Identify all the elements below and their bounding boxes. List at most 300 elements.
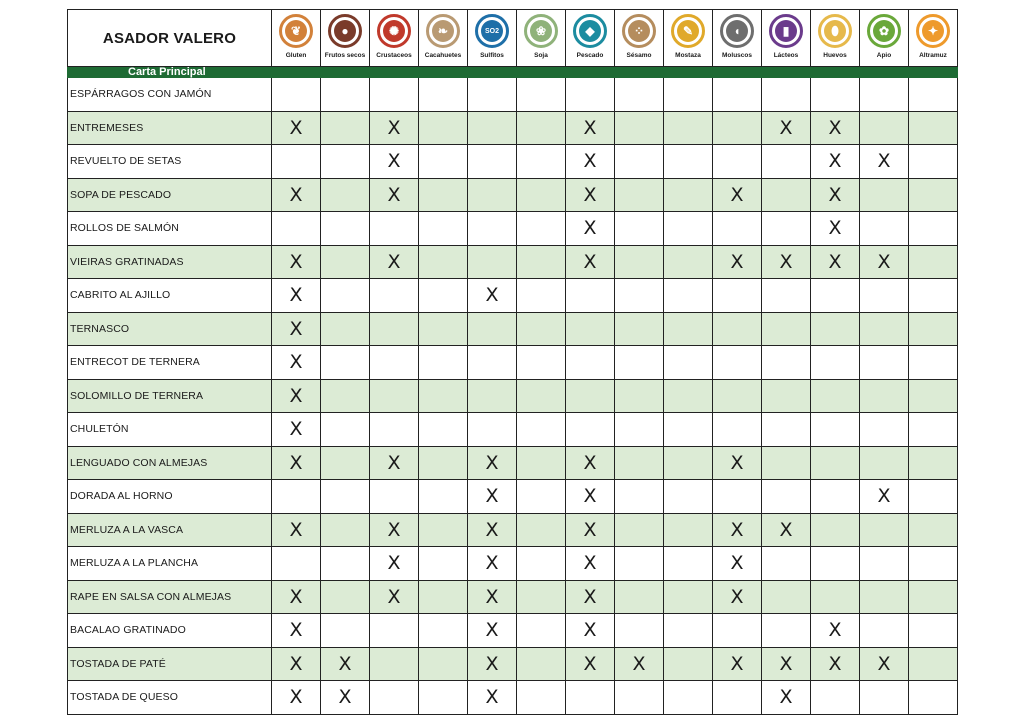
allergen-cell xyxy=(664,245,713,279)
allergen-cell: X xyxy=(615,647,664,681)
allergen-cell xyxy=(664,681,713,715)
allergen-cell xyxy=(517,111,566,145)
allergen-cell: X xyxy=(811,647,860,681)
allergen-cell xyxy=(615,480,664,514)
allergen-cell xyxy=(713,681,762,715)
allergen-cell xyxy=(811,413,860,447)
allergen-cell xyxy=(860,111,909,145)
table-row xyxy=(68,178,958,212)
allergen-cell xyxy=(321,614,370,648)
allergen-cell xyxy=(713,279,762,313)
allergen-cell xyxy=(811,346,860,380)
allergen-cell xyxy=(321,178,370,212)
allergen-cell: X xyxy=(272,513,321,547)
allergen-cell xyxy=(321,379,370,413)
allergen-cell xyxy=(272,212,321,246)
allergen-cell xyxy=(566,279,615,313)
allergen-cell xyxy=(517,513,566,547)
allergen-cell xyxy=(370,312,419,346)
allergen-label: Sésamo xyxy=(626,52,652,59)
allergen-cell xyxy=(517,78,566,112)
allergen-cell xyxy=(762,178,811,212)
allergen-cell xyxy=(762,580,811,614)
allergen-cell: X xyxy=(762,513,811,547)
allergen-cell: X xyxy=(762,681,811,715)
allergen-cell xyxy=(909,379,958,413)
allergen-cell xyxy=(811,681,860,715)
allergen-cell xyxy=(517,279,566,313)
table-row xyxy=(68,312,958,346)
allergen-cell xyxy=(664,312,713,346)
allergen-cell xyxy=(664,379,713,413)
allergen-cell xyxy=(419,379,468,413)
allergen-cell xyxy=(811,78,860,112)
allergen-cell xyxy=(664,446,713,480)
allergen-cell: X xyxy=(468,480,517,514)
allergen-cell: X xyxy=(272,681,321,715)
allergen-cell xyxy=(909,279,958,313)
allergen-cell xyxy=(321,547,370,581)
dish-name: TOSTADA DE PATÉ xyxy=(68,647,272,681)
allergen-cell xyxy=(517,647,566,681)
allergen-cell: X xyxy=(468,513,517,547)
allergen-cell xyxy=(713,379,762,413)
lupin-icon: ✦ xyxy=(916,14,950,48)
allergen-cell xyxy=(664,413,713,447)
dish-name: BACALAO GRATINADO xyxy=(68,614,272,648)
allergen-cell xyxy=(664,614,713,648)
allergen-cell: X xyxy=(713,446,762,480)
allergen-cell xyxy=(713,614,762,648)
allergen-cell xyxy=(909,145,958,179)
allergen-cell: X xyxy=(566,614,615,648)
allergen-cell xyxy=(713,78,762,112)
allergen-cell xyxy=(664,480,713,514)
allergen-cell: X xyxy=(272,279,321,313)
allergen-cell: X xyxy=(321,681,370,715)
allergen-cell xyxy=(468,413,517,447)
allergen-cell xyxy=(909,446,958,480)
allergen-cell xyxy=(468,78,517,112)
allergen-header-6 xyxy=(566,10,615,67)
allergen-header-2 xyxy=(370,10,419,67)
egg-icon: ⬮ xyxy=(818,14,852,48)
allergen-cell xyxy=(713,145,762,179)
allergen-cell xyxy=(468,111,517,145)
allergen-cell xyxy=(468,178,517,212)
allergen-cell xyxy=(811,580,860,614)
allergen-cell xyxy=(321,513,370,547)
allergen-cell xyxy=(419,614,468,648)
allergen-cell xyxy=(615,245,664,279)
celery-icon: ✿ xyxy=(867,14,901,48)
allergen-cell xyxy=(419,145,468,179)
allergen-header-10 xyxy=(762,10,811,67)
allergen-cell xyxy=(370,346,419,380)
allergen-cell xyxy=(321,580,370,614)
allergen-cell xyxy=(909,480,958,514)
allergen-cell xyxy=(321,480,370,514)
section-cell xyxy=(68,67,958,78)
allergen-cell xyxy=(321,279,370,313)
allergen-cell: X xyxy=(566,580,615,614)
allergen-cell: X xyxy=(272,413,321,447)
allergen-cell xyxy=(517,547,566,581)
allergen-label: Pescado xyxy=(576,52,604,59)
allergen-cell xyxy=(615,111,664,145)
allergen-cell xyxy=(566,681,615,715)
allergen-cell xyxy=(860,212,909,246)
dish-name: MERLUZA A LA PLANCHA xyxy=(68,547,272,581)
allergen-cell xyxy=(419,413,468,447)
allergen-cell xyxy=(664,580,713,614)
allergen-cell xyxy=(370,78,419,112)
allergen-header-12 xyxy=(860,10,909,67)
allergen-cell xyxy=(615,279,664,313)
allergen-cell xyxy=(615,580,664,614)
section-label: Carta Principal xyxy=(128,66,206,78)
allergen-cell xyxy=(272,78,321,112)
allergen-label: Sulfitos xyxy=(480,52,504,59)
allergen-cell xyxy=(762,480,811,514)
restaurant-title: ASADOR VALERO xyxy=(68,10,272,67)
allergen-header-5 xyxy=(517,10,566,67)
allergen-cell xyxy=(272,480,321,514)
allergen-cell xyxy=(713,312,762,346)
table-row xyxy=(68,513,958,547)
allergen-label: Cacahuetes xyxy=(424,52,462,59)
allergen-cell xyxy=(615,379,664,413)
dish-name: SOLOMILLO DE TERNERA xyxy=(68,379,272,413)
allergen-cell: X xyxy=(272,614,321,648)
dish-name: TERNASCO xyxy=(68,312,272,346)
allergen-cell xyxy=(468,212,517,246)
allergen-cell xyxy=(517,245,566,279)
allergen-cell xyxy=(811,547,860,581)
allergen-cell xyxy=(419,111,468,145)
allergen-cell xyxy=(419,647,468,681)
allergen-cell: X xyxy=(272,379,321,413)
allergen-label: Lácteos xyxy=(773,52,799,59)
allergen-cell xyxy=(615,413,664,447)
section-row xyxy=(68,67,958,78)
allergen-cell: X xyxy=(860,480,909,514)
allergen-cell: X xyxy=(713,245,762,279)
allergen-cell xyxy=(909,580,958,614)
allergen-label: Apio xyxy=(876,52,892,59)
dish-name: SOPA DE PESCADO xyxy=(68,178,272,212)
dish-name: CABRITO AL AJILLO xyxy=(68,279,272,313)
allergen-cell: X xyxy=(566,547,615,581)
allergen-cell xyxy=(615,547,664,581)
allergen-cell xyxy=(468,379,517,413)
allergen-cell: X xyxy=(370,111,419,145)
allergen-cell: X xyxy=(272,647,321,681)
table-row xyxy=(68,413,958,447)
mollusc-icon: ◖ xyxy=(720,14,754,48)
allergen-cell xyxy=(860,681,909,715)
allergen-label: Mostaza xyxy=(675,52,701,59)
dish-name: ROLLOS DE SALMÓN xyxy=(68,212,272,246)
allergen-label: Frutos secos xyxy=(324,52,366,59)
allergen-cell xyxy=(811,379,860,413)
allergen-cell xyxy=(713,480,762,514)
sulfite-icon: SO2 xyxy=(475,14,509,48)
table-row xyxy=(68,111,958,145)
allergen-cell: X xyxy=(468,614,517,648)
allergen-cell xyxy=(615,614,664,648)
allergen-cell xyxy=(419,547,468,581)
allergen-cell xyxy=(370,379,419,413)
allergen-label: Gluten xyxy=(285,52,307,59)
allergen-cell xyxy=(370,480,419,514)
dish-name: DORADA AL HORNO xyxy=(68,480,272,514)
allergen-cell xyxy=(321,312,370,346)
allergen-cell xyxy=(909,346,958,380)
allergen-cell xyxy=(419,480,468,514)
table-row xyxy=(68,480,958,514)
allergen-cell xyxy=(909,681,958,715)
allergen-cell xyxy=(860,346,909,380)
allergen-cell: X xyxy=(468,647,517,681)
table-row xyxy=(68,279,958,313)
table-row xyxy=(68,547,958,581)
allergen-label: Huevos xyxy=(823,52,847,59)
allergen-cell xyxy=(468,312,517,346)
allergen-cell xyxy=(664,111,713,145)
allergen-cell xyxy=(517,145,566,179)
allergen-cell: X xyxy=(321,647,370,681)
allergen-cell: X xyxy=(370,145,419,179)
allergen-cell xyxy=(468,245,517,279)
allergen-cell xyxy=(370,681,419,715)
allergen-cell xyxy=(321,413,370,447)
allergen-cell xyxy=(370,212,419,246)
allergen-cell xyxy=(860,312,909,346)
allergen-cell xyxy=(321,245,370,279)
allergen-label: Moluscos xyxy=(722,52,752,59)
dish-name: REVUELTO DE SETAS xyxy=(68,145,272,179)
allergen-cell xyxy=(419,446,468,480)
allergen-cell xyxy=(419,178,468,212)
allergen-cell: X xyxy=(272,111,321,145)
allergen-cell xyxy=(419,580,468,614)
allergen-cell: X xyxy=(811,178,860,212)
allergen-cell: X xyxy=(566,446,615,480)
allergen-cell: X xyxy=(272,446,321,480)
allergen-cell xyxy=(664,346,713,380)
allergen-cell: X xyxy=(860,245,909,279)
allergen-cell: X xyxy=(811,145,860,179)
allergen-cell xyxy=(860,446,909,480)
dish-name: ESPÁRRAGOS CON JAMÓN xyxy=(68,78,272,112)
crab-icon: ✺ xyxy=(377,14,411,48)
allergen-cell xyxy=(419,245,468,279)
allergen-cell xyxy=(664,647,713,681)
allergen-cell: X xyxy=(762,245,811,279)
allergen-cell: X xyxy=(566,111,615,145)
allergen-cell xyxy=(321,446,370,480)
allergen-cell xyxy=(517,312,566,346)
allergen-cell xyxy=(566,78,615,112)
allergen-cell xyxy=(811,279,860,313)
allergen-cell xyxy=(909,413,958,447)
allergen-cell xyxy=(762,614,811,648)
allergen-cell: X xyxy=(566,513,615,547)
allergen-cell xyxy=(713,111,762,145)
allergen-cell: X xyxy=(811,111,860,145)
allergen-header-7 xyxy=(615,10,664,67)
table-row xyxy=(68,145,958,179)
allergen-cell xyxy=(419,78,468,112)
allergen-cell: X xyxy=(468,446,517,480)
allergen-cell: X xyxy=(713,547,762,581)
allergen-cell xyxy=(909,547,958,581)
allergen-cell: X xyxy=(468,580,517,614)
allergen-cell: X xyxy=(272,346,321,380)
allergen-cell xyxy=(664,78,713,112)
allergen-label: Altramuz xyxy=(919,52,947,59)
allergen-cell xyxy=(566,413,615,447)
allergen-cell xyxy=(517,614,566,648)
allergen-cell xyxy=(713,413,762,447)
dairy-icon: ▮ xyxy=(769,14,803,48)
allergen-cell xyxy=(762,212,811,246)
dish-name: ENTRECOT DE TERNERA xyxy=(68,346,272,380)
allergen-label: Soja xyxy=(534,52,548,59)
allergen-cell xyxy=(615,212,664,246)
allergen-cell xyxy=(419,346,468,380)
allergen-cell xyxy=(762,312,811,346)
table-row xyxy=(68,245,958,279)
allergen-cell xyxy=(909,647,958,681)
allergen-table-sheet xyxy=(67,9,957,715)
allergen-cell xyxy=(664,178,713,212)
allergen-cell: X xyxy=(713,580,762,614)
allergen-cell: X xyxy=(566,212,615,246)
dish-name: TOSTADA DE QUESO xyxy=(68,681,272,715)
allergen-cell xyxy=(419,681,468,715)
allergen-cell xyxy=(811,513,860,547)
allergen-cell: X xyxy=(811,614,860,648)
allergen-cell xyxy=(370,413,419,447)
allergen-cell: X xyxy=(370,178,419,212)
allergen-header-3 xyxy=(419,10,468,67)
allergen-cell xyxy=(615,446,664,480)
allergen-cell xyxy=(566,379,615,413)
allergen-cell xyxy=(762,279,811,313)
allergen-cell xyxy=(321,145,370,179)
allergen-header-9 xyxy=(713,10,762,67)
allergen-cell: X xyxy=(566,178,615,212)
allergen-cell xyxy=(615,145,664,179)
allergen-cell xyxy=(909,212,958,246)
allergen-cell xyxy=(321,78,370,112)
allergen-cell xyxy=(419,312,468,346)
allergen-cell xyxy=(713,212,762,246)
allergen-label: Crustaceos xyxy=(376,52,412,59)
allergen-cell xyxy=(321,111,370,145)
allergen-cell xyxy=(321,346,370,380)
peanut-icon: ❧ xyxy=(426,14,460,48)
allergen-cell xyxy=(860,78,909,112)
allergen-cell: X xyxy=(370,547,419,581)
nut-icon: ● xyxy=(328,14,362,48)
allergen-cell xyxy=(762,379,811,413)
allergen-cell xyxy=(419,279,468,313)
allergen-cell xyxy=(860,178,909,212)
dish-name: MERLUZA A LA VASCA xyxy=(68,513,272,547)
header-row xyxy=(68,10,958,67)
allergen-cell xyxy=(762,547,811,581)
allergen-cell xyxy=(909,178,958,212)
dish-name: LENGUADO CON ALMEJAS xyxy=(68,446,272,480)
allergen-cell xyxy=(615,681,664,715)
allergen-cell xyxy=(615,312,664,346)
allergen-cell: X xyxy=(370,245,419,279)
allergen-header-13 xyxy=(909,10,958,67)
allergen-cell: X xyxy=(762,647,811,681)
allergen-cell xyxy=(517,681,566,715)
allergen-cell: X xyxy=(370,513,419,547)
allergen-cell xyxy=(468,346,517,380)
allergen-cell xyxy=(468,145,517,179)
allergen-header-1 xyxy=(321,10,370,67)
dish-name: RAPE EN SALSA CON ALMEJAS xyxy=(68,580,272,614)
allergen-cell: X xyxy=(566,480,615,514)
allergen-cell xyxy=(909,111,958,145)
fish-icon: ◆ xyxy=(573,14,607,48)
table-row xyxy=(68,681,958,715)
allergen-cell xyxy=(615,78,664,112)
allergen-cell xyxy=(517,212,566,246)
allergen-cell xyxy=(517,379,566,413)
allergen-cell: X xyxy=(860,647,909,681)
table-row xyxy=(68,379,958,413)
allergen-cell: X xyxy=(370,446,419,480)
allergen-cell: X xyxy=(566,245,615,279)
allergen-cell xyxy=(762,413,811,447)
allergen-cell xyxy=(860,614,909,648)
allergen-cell xyxy=(860,580,909,614)
allergen-cell: X xyxy=(762,111,811,145)
allergen-cell xyxy=(566,312,615,346)
allergen-cell xyxy=(517,413,566,447)
allergen-cell xyxy=(811,446,860,480)
allergen-cell xyxy=(860,413,909,447)
allergen-cell: X xyxy=(468,279,517,313)
dish-name: ENTREMESES xyxy=(68,111,272,145)
table-row xyxy=(68,580,958,614)
dish-name: VIEIRAS GRATINADAS xyxy=(68,245,272,279)
allergen-cell: X xyxy=(468,681,517,715)
allergen-cell: X xyxy=(468,547,517,581)
allergen-cell xyxy=(909,245,958,279)
allergen-cell xyxy=(517,178,566,212)
allergen-cell: X xyxy=(566,647,615,681)
allergen-cell xyxy=(860,279,909,313)
allergen-cell xyxy=(811,312,860,346)
allergen-cell xyxy=(860,547,909,581)
allergen-cell xyxy=(909,614,958,648)
allergen-cell xyxy=(811,480,860,514)
allergen-cell xyxy=(566,346,615,380)
soy-icon: ❀ xyxy=(524,14,558,48)
wheat-icon: ❦ xyxy=(279,14,313,48)
allergen-cell xyxy=(664,145,713,179)
allergen-cell xyxy=(909,513,958,547)
allergen-cell: X xyxy=(713,513,762,547)
